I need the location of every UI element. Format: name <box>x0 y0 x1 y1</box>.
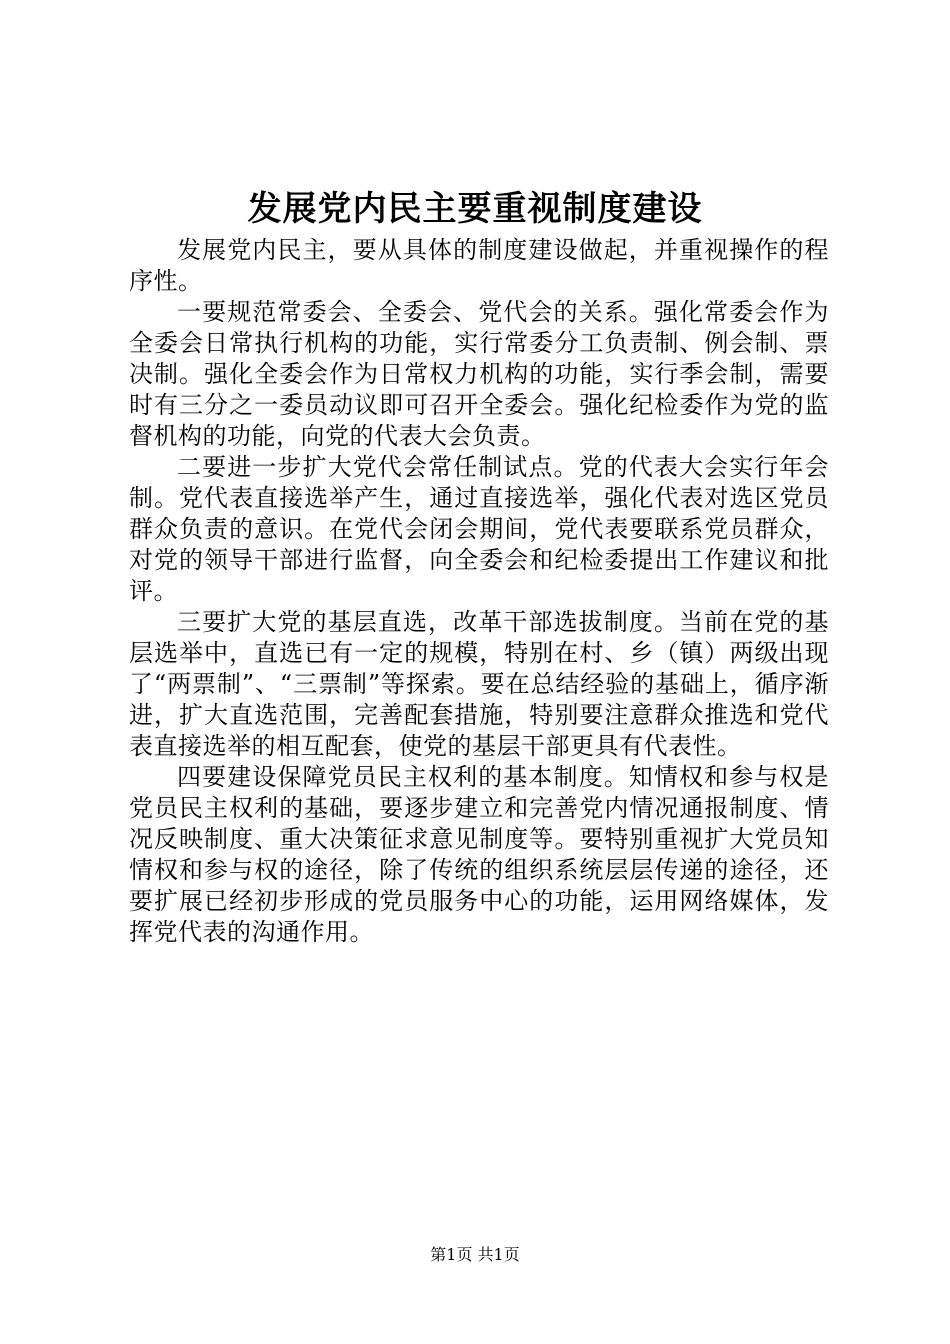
document-body <box>129 235 829 948</box>
paragraph-1: 一要规范常委会、全委会、党代会的关系。强化常委会作为全委会日常执行机构的功能，实行常委分工负责制、例会制、票决制。强化全委会作为日常权力机构的功能，实行季会制，需要时有三分之一委员动议即可召开全委会。强化纪检委作为党的监督机构的功能，向党的代表大会负责。 <box>129 298 829 450</box>
paragraph-4: 四要建设保障党员民主权利的基本制度。知情权和参与权是党员民主权利的基础，要逐步建立和完善党内情况通报制度、情况反映制度、重大决策征求意见制度等。要特别重视扩大党员知情权和参与权的途径，除了传统的组织系统层层传递的途径，还要扩展已经初步形成的党员服务中心的功能，运用网络媒体，发挥党代表的沟通作用。 <box>129 763 829 946</box>
document-title: 发展党内民主要重视制度建设 <box>247 189 703 229</box>
paragraph-2: 二要进一步扩大党代会常任制试点。党的代表大会实行年会制。党代表直接选举产生，通过直接选举，强化代表对选区党员群众负责的意识。在党代会闭会期间，党代表要联系党员群众，对党的领导干部进行监督，向全委会和纪检委提出工作建议和批评。 <box>129 453 829 605</box>
paragraph-intro: 发展党内民主，要从具体的制度建设做起，并重视操作的程序性。 <box>129 236 829 295</box>
page-number-footer: 第1页 共1页 <box>430 1245 520 1264</box>
paragraph-3: 三要扩大党的基层直选，改革干部选拔制度。当前在党的基层选举中，直选已有一定的规模，特别在村、乡（镇）两级出现了“两票制”、“三票制”等探索。要在总结经验的基础上，循序渐进，扩大直选范围，完善配套措施，特别要注意群众推选和党代表直接选举的相互配套，使党的基层干部更具有代表性。 <box>129 608 829 760</box>
